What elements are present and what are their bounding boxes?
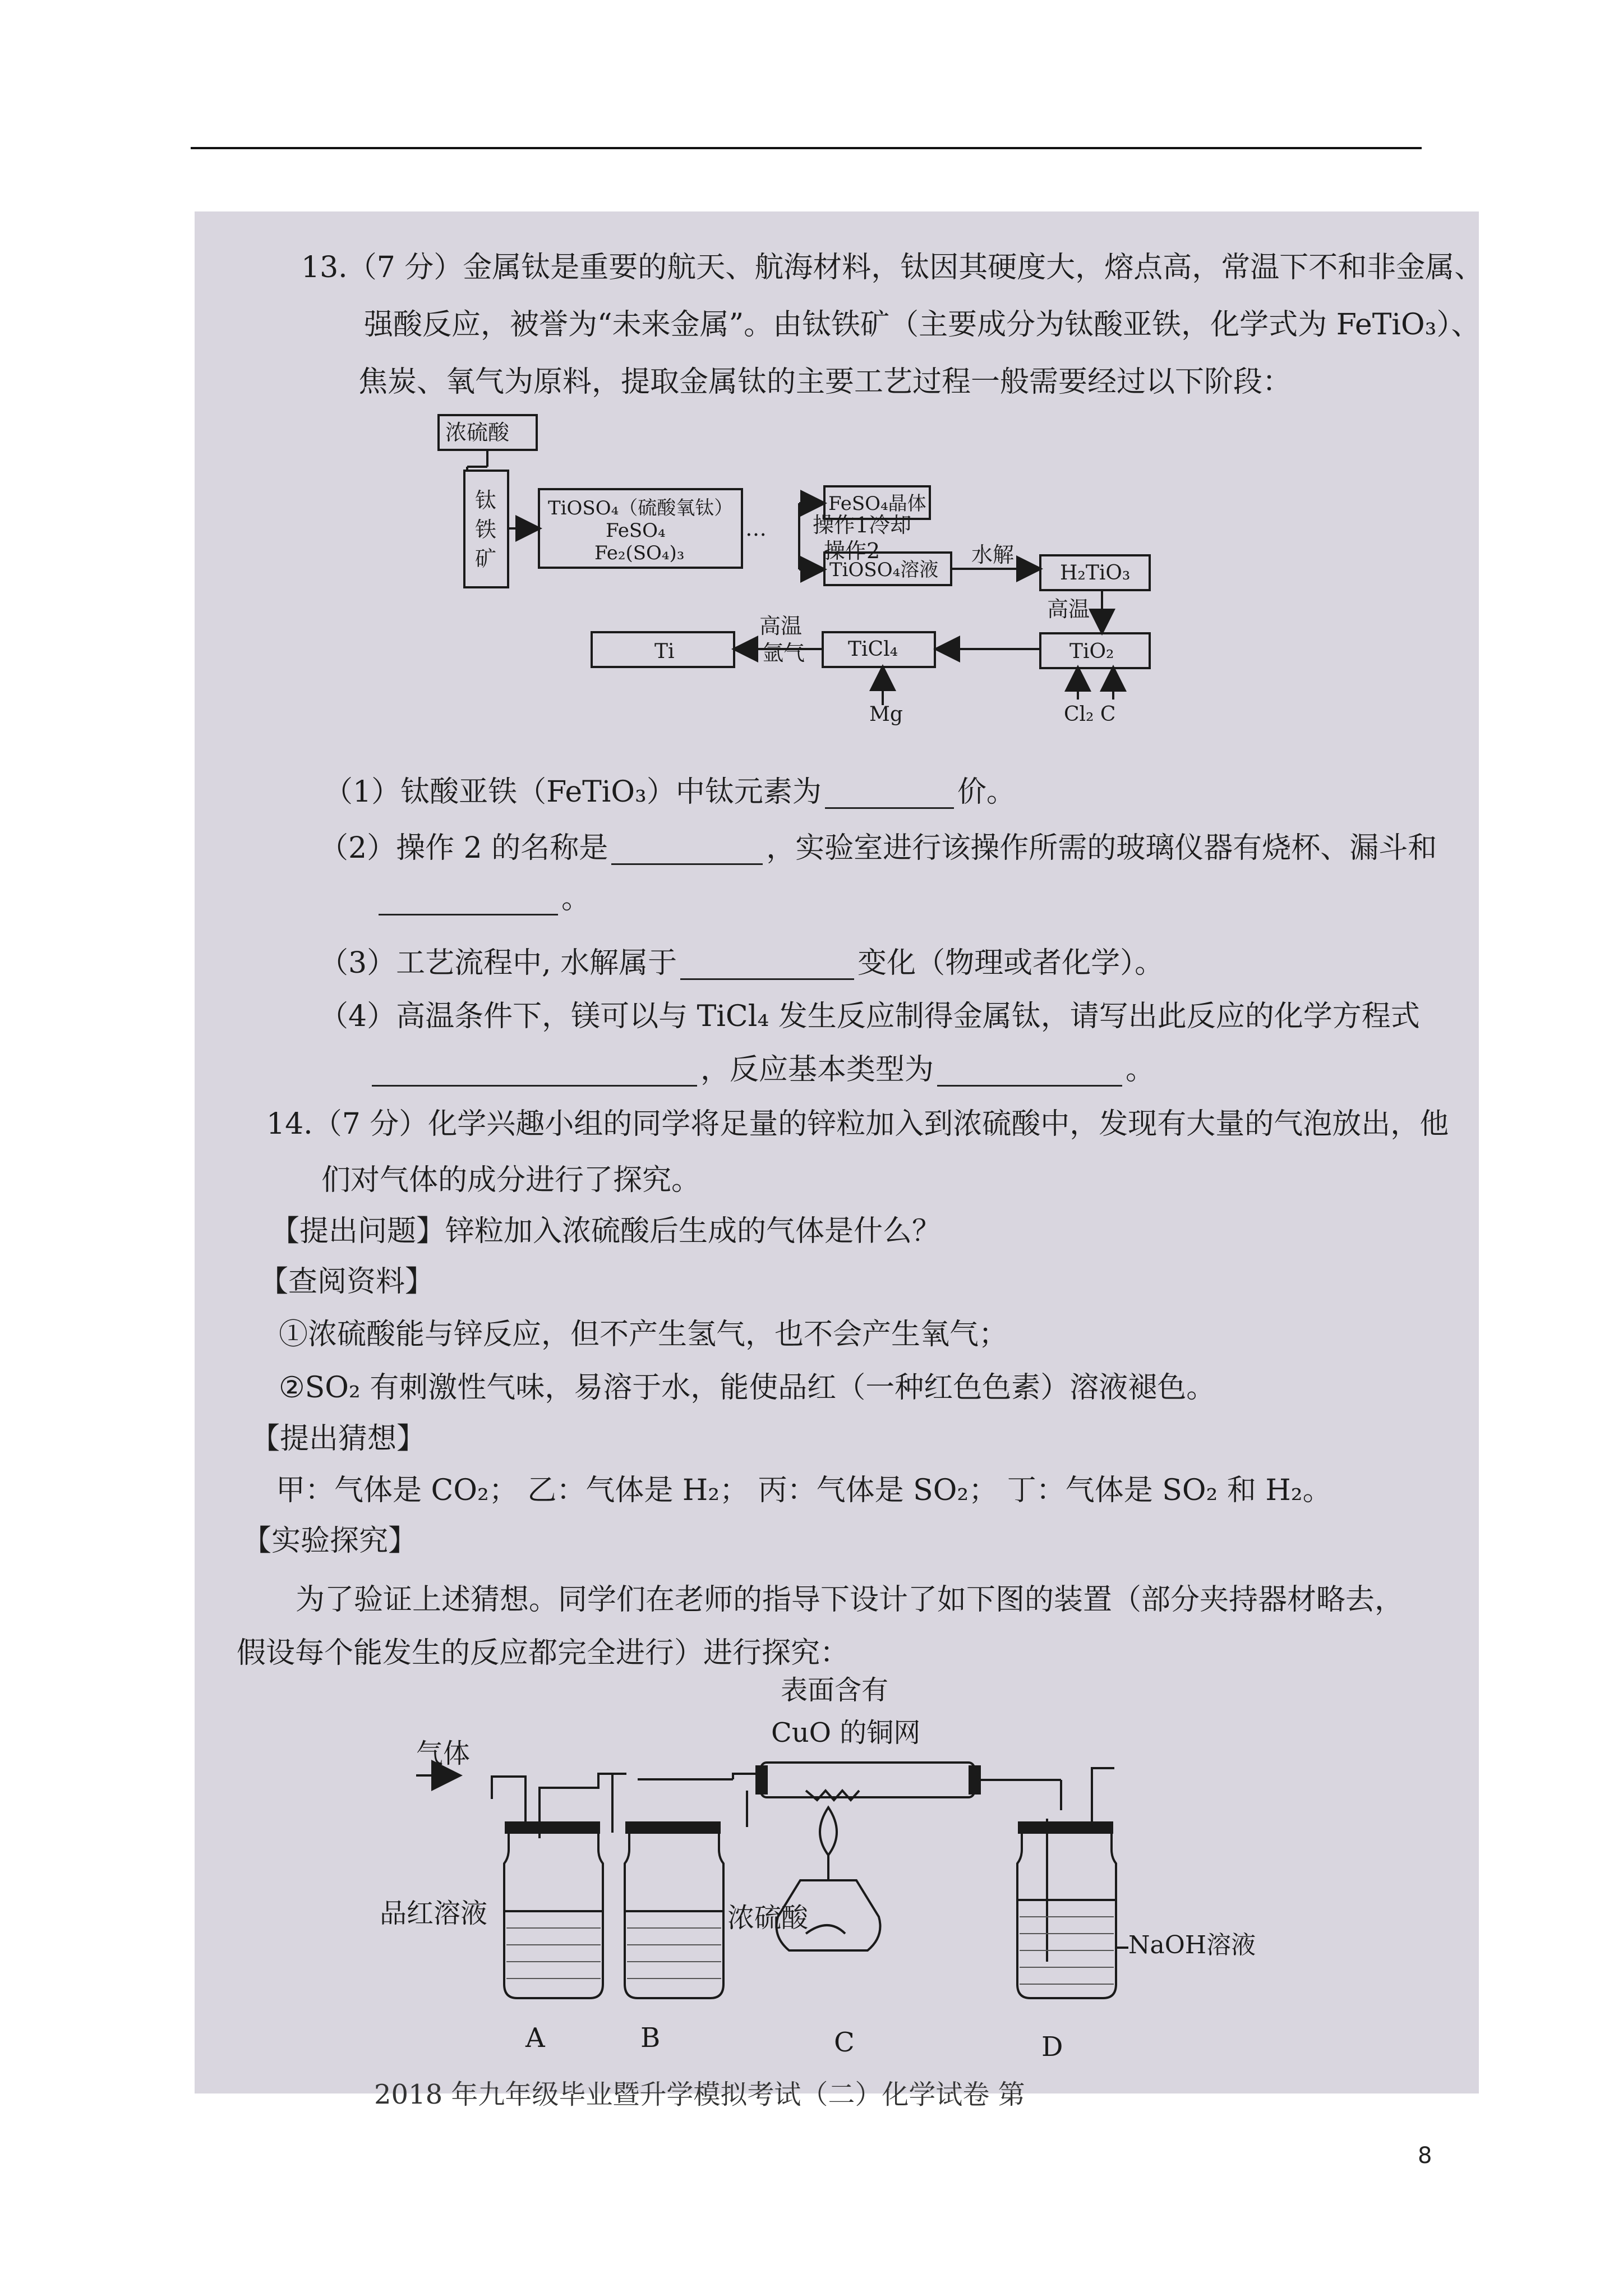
ore-char-3: 矿 (475, 546, 497, 571)
burner-c-label: C (834, 2027, 855, 2058)
q14-exp-title: 【实验探究】 (242, 1524, 418, 1558)
q13-sub4b-end: 。 (1126, 1053, 1155, 1087)
q14-question: 【提出问题】锌粒加入浓硫酸后生成的气体是什么？ (270, 1214, 942, 1248)
q13-sub4b (368, 1053, 1155, 1087)
hydrolysis-label: 水解 (971, 542, 1015, 567)
gas-label: 气体 (416, 1738, 471, 1769)
process-flow-diagram (195, 211, 1479, 772)
cl2-c-label: Cl₂ C (1064, 703, 1116, 726)
q14-line1: 14.（7 分）化学兴趣小组的同学将足量的锌粒加入到浓硫酸中，发现有大量的气泡放出，他 (266, 1107, 1449, 1141)
argon-label: 氩气 (762, 641, 805, 665)
q14-exp1: 为了验证上述猜想。同学们在老师的指导下设计了如下图的装置（部分夹持器材略去， (296, 1583, 1404, 1617)
mix-line-3: Fe₂(SO₄)₃ (594, 542, 685, 564)
acid-bottle-label: 浓硫酸 (727, 1902, 809, 1934)
tio2-label: TiO₂ (1069, 640, 1114, 663)
header-rule (191, 147, 1422, 149)
ticl4-label: TiCl₄ (848, 638, 898, 661)
mix-line-2: FeSO₄ (606, 519, 666, 542)
page-number: 8 (1418, 2143, 1432, 2169)
dots-label: … (745, 516, 767, 541)
q14-ref1: ①浓硫酸能与锌反应，但不产生氢气，也不会产生氧气； (279, 1318, 1008, 1351)
ore-char-2: 铁 (475, 517, 497, 542)
q14-exp2: 假设每个能发生的反应都完全进行）进行探究： (237, 1636, 850, 1670)
pinhong-label: 品红溶液 (380, 1898, 488, 1929)
q13-sub2 (319, 831, 1437, 865)
bottle-d-label: D (1041, 2031, 1063, 2063)
q13-line2: 强酸反应，被誉为“未来金属”。由钛铁矿（主要成分为钛酸亚铁，化学式为 FeTiO₃）、 (364, 308, 1481, 342)
q13-line1: 13.（7 分）金属钛是重要的航天、航海材料，钛因其硬度大，熔点高，常温下不和非金属、 (301, 251, 1484, 284)
q13-sub2b-blank[interactable] (379, 886, 558, 915)
exam-footer: 2018 年九年级毕业暨升学模拟考试（二）化学试卷 第 (374, 2079, 1025, 2110)
q14-guess-title: 【提出猜想】 (251, 1422, 426, 1456)
ore-char-1: 钛 (475, 488, 497, 513)
q13-sub2-end: ，实验室进行该操作所需的玻璃仪器有烧杯、漏斗和 (766, 831, 1437, 865)
feso4-label: FeSO₄晶体 (828, 493, 926, 515)
q14-guess: 甲：气体是 CO₂； 乙：气体是 H₂； 丙：气体是 SO₂； 丁：气体是 SO₂ 和 H₂。 (276, 1474, 1332, 1507)
heat2-label: 高温 (759, 614, 803, 638)
q13-sub3-blank[interactable] (680, 950, 854, 980)
exam-photo (195, 211, 1484, 2110)
q13-sub4: （4）高温条件下，镁可以与 TiCl₄ 发生反应制得金属钛，请写出此反应的化学方程式 (319, 1000, 1420, 1033)
q14-ref-title: 【查阅资料】 (259, 1265, 435, 1299)
mesh-label-2: CuO 的铜网 (771, 1717, 921, 1749)
apparatus-diagram (195, 1670, 1479, 2063)
q13-sub3 (319, 946, 1164, 980)
q14-ref2: ②SO₂ 有刺激性气味，易溶于水，能使品红（一种红色色素）溶液褪色。 (279, 1371, 1216, 1405)
q13-sub2b-end: 。 (561, 882, 591, 915)
bottle-a-label: A (525, 2022, 545, 2054)
q13-sub4-equation-blank[interactable] (372, 1057, 697, 1087)
tioso4-label: TiOSO₄溶液 (829, 559, 939, 581)
q13-sub2-text: （2）操作 2 的名称是 (319, 831, 608, 865)
q13-sub1-end: 价。 (957, 775, 1016, 809)
mix-line-1: TiOSO₄（硫酸氧钛） (548, 497, 734, 519)
q13-sub2b (375, 882, 591, 915)
q13-sub1-blank[interactable] (825, 779, 954, 809)
mesh-label-1: 表面含有 (781, 1674, 889, 1706)
heat1-label: 高温 (1047, 597, 1090, 622)
q13-sub1 (324, 775, 1016, 809)
q13-sub3-text: （3）工艺流程中, 水解属于 (319, 946, 677, 980)
bottle-b-label: B (640, 2022, 661, 2054)
h2tio3-label: H₂TiO₃ (1060, 562, 1131, 585)
q13-sub3-end: 变化（物理或者化学）。 (857, 946, 1164, 980)
q13-line3: 焦炭、氧气为原料，提取金属钛的主要工艺过程一般需要经过以下阶段： (358, 365, 1292, 399)
q13-sub1-text: （1）钛酸亚铁（FeTiO₃）中钛元素为 (324, 775, 822, 809)
naoh-label: NaOH溶液 (1128, 1931, 1256, 1959)
q13-sub4b-text: ，反应基本类型为 (700, 1053, 934, 1087)
mg-label: Mg (869, 703, 903, 726)
acid-label: 浓硫酸 (445, 420, 510, 445)
q13-sub2-blank[interactable] (611, 835, 763, 865)
q14-line2: 们对气体的成分进行了探究。 (321, 1163, 701, 1197)
op2-label: 操作2 (824, 539, 880, 563)
op1-label: 操作1冷却 (813, 513, 912, 537)
ti-label: Ti (654, 640, 675, 663)
q13-sub4b-blank[interactable] (937, 1057, 1122, 1087)
